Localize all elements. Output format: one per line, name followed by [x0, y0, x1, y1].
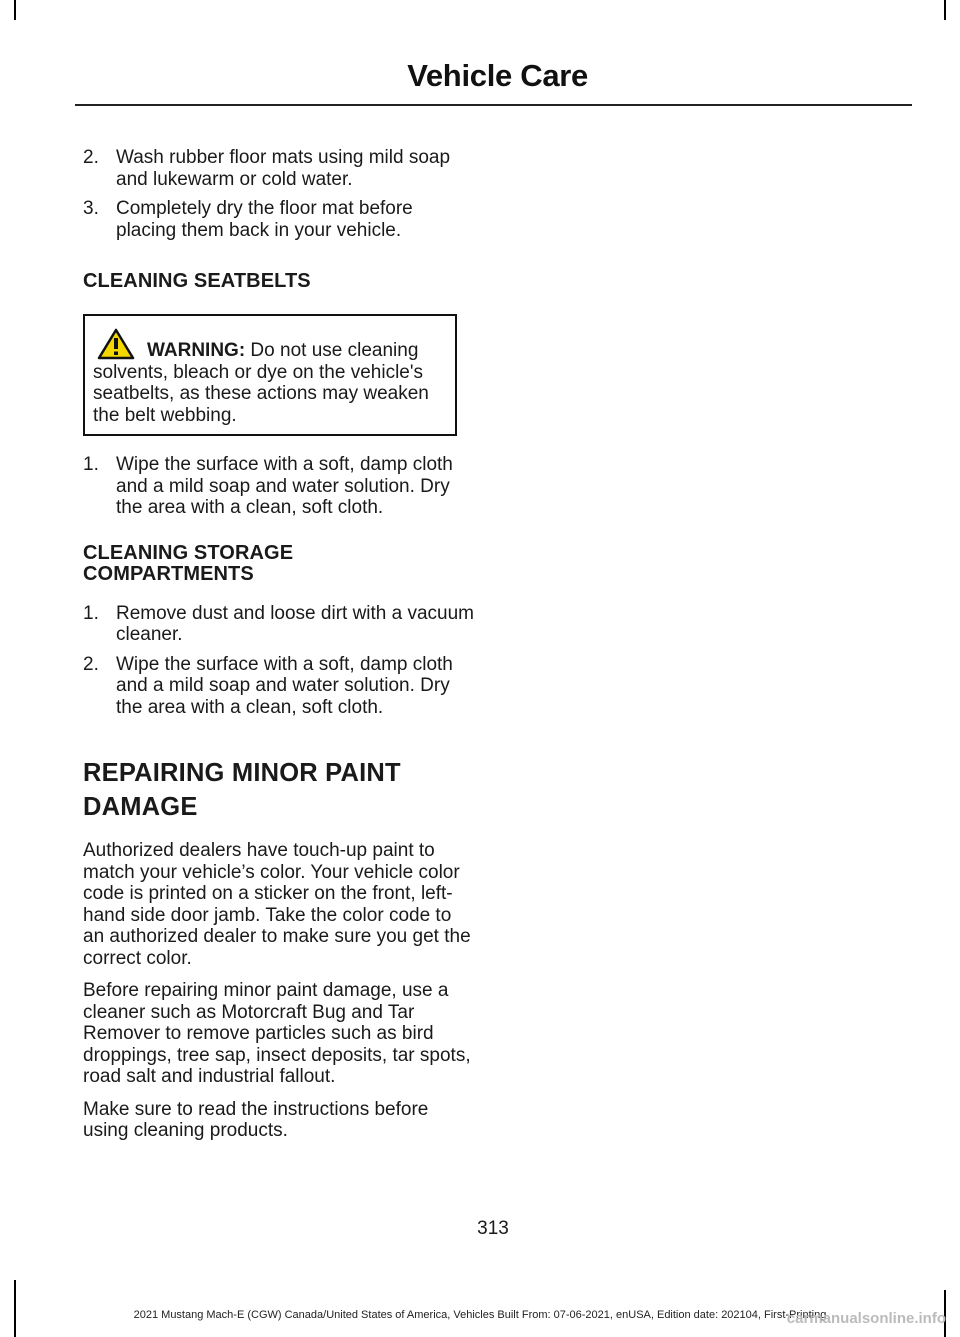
list-item: 1. Remove dust and loose dirt with a vacuum cleaner.: [83, 602, 475, 645]
page-number: 313: [477, 1218, 509, 1239]
crop-mark-top-right-v: [944, 0, 946, 20]
section-heading-storage: CLEANING STORAGE COMPARTMENTS: [83, 541, 294, 585]
floor-mats-steps: [83, 147, 475, 241]
section-heading-seatbelts: CLEANING SEATBELTS: [83, 270, 311, 292]
warning-box: [83, 314, 457, 436]
seatbelt-steps: [83, 454, 475, 519]
list-item: 1. Wipe the surface with a soft, damp cloth and a mild soap and water solution. Dry the area with a clean, soft cloth.: [83, 454, 453, 518]
warning-label: WARNING:: [147, 340, 246, 361]
warning-text: Do not use cleaning solvents, bleach or dye on the vehicle's seatbelts, as these actions may weaken the belt webbing.: [93, 340, 429, 426]
content-column: [83, 147, 475, 1153]
list-item: 3. Completely dry the floor mat before placing them back in your vehicle.: [83, 198, 413, 241]
warning-triangle-icon: [97, 328, 135, 360]
footer-text: 2021 Mustang Mach-E (CGW) Canada/United States of America, Vehicles Built From: 07-06-2021, enUSA, Edition date: 202104, First-Printing: [133, 1309, 827, 1321]
paragraph: Make sure to read the instructions before using cleaning products.: [83, 1098, 429, 1141]
crop-mark-top-left-v: [14, 0, 16, 20]
watermark: carmanualsonline.info: [786, 1310, 946, 1327]
list-item: 2. Wash rubber floor mats using mild soap and lukewarm or cold water.: [83, 147, 451, 190]
paragraph: Authorized dealers have touch-up paint to match your vehicle’s color. Your vehicle color code is printed on a sticker on the front, left-hand side door jamb. Take the color code to an authorized dealer to make sure you get the correct color.: [83, 840, 471, 969]
storage-steps: [83, 603, 475, 719]
list-item: 2. Wipe the surface with a soft, damp cloth and a mild soap and water solution. Dry the area with a clean, soft cloth.: [83, 653, 453, 718]
header-rule: [75, 104, 912, 106]
paragraph: Before repairing minor paint damage, use a cleaner such as Motorcraft Bug and Tar Remover to remove particles such as bird droppings, tree sap, insect deposits, tar spots, road salt and industrial fallout.: [83, 980, 471, 1087]
section-heading-paint: REPAIRING MINOR PAINT DAMAGE: [83, 759, 401, 821]
page-header-title: Vehicle Care: [407, 58, 588, 93]
